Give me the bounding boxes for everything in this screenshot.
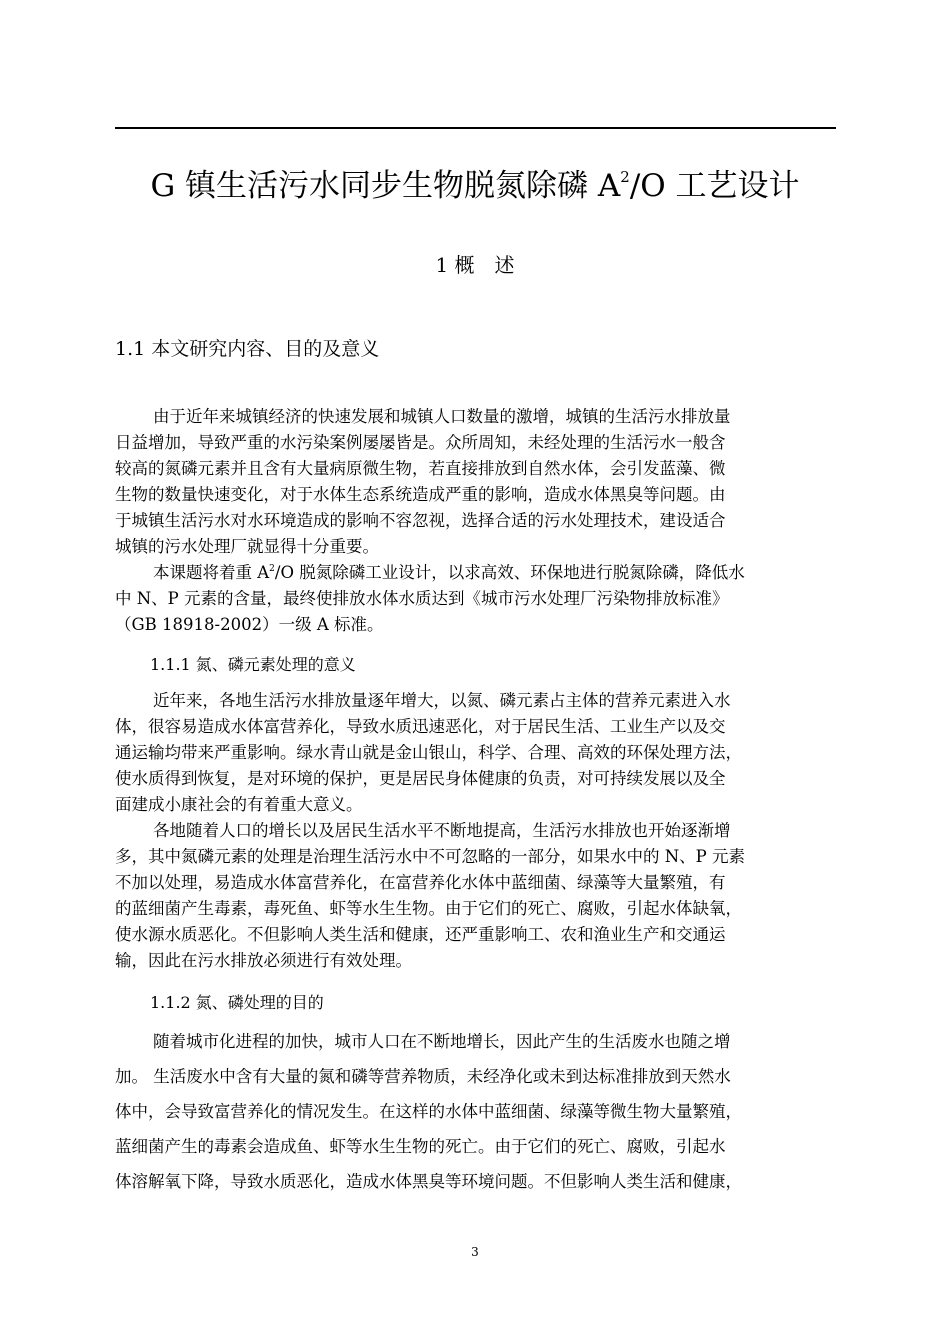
paragraph-text: 本课题将着重 A <box>153 563 270 582</box>
paragraph-line: 于城镇生活污水对水环境造成的影响不容忽视，选择合适的污水处理技术，建设适合 <box>115 511 726 530</box>
paragraph-significance <box>115 688 840 974</box>
superscript: 2 <box>269 564 275 574</box>
paragraph-line: 使水质得到恢复，是对环境的保护，更是居民身体健康的负责，对可持续发展以及全 <box>115 769 726 788</box>
paragraph-line: 体溶解氧下降，导致水质恶化，造成水体黑臭等环境问题。不但影响人类生活和健康， <box>115 1172 742 1191</box>
subsection-heading-1: 1.1.1 氮、磷元素处理的意义 <box>150 655 356 674</box>
paragraph-line: 通运输均带来严重影响。绿水青山就是金山银山，科学、合理、高效的环保处理方法， <box>115 743 742 762</box>
section-heading: 1.1 本文研究内容、目的及意义 <box>115 338 380 360</box>
paragraph-line: 生物的数量快速变化，对于水体生态系统造成严重的影响，造成水体黑臭等问题。由 <box>115 485 726 504</box>
page-number: 3 <box>471 1245 479 1259</box>
title-superscript: 2 <box>620 168 630 186</box>
paragraph-line: 蓝细菌产生的毒素会造成鱼、虾等水生生物的死亡。由于它们的死亡、腐败，引起水 <box>115 1137 726 1156</box>
title-text: G 镇生活污水同步生物脱氮除磷 A <box>150 168 621 204</box>
paragraph-line: 不加以处理，易造成水体富营养化，在富营养化水体中蓝细菌、绿藻等大量繁殖，有 <box>115 873 726 892</box>
paragraph-line: （GB 18918-2002）一级 A 标准。 <box>115 615 384 634</box>
paragraph-line: 使水源水质恶化。不但影响人类生活和健康，还严重影响工、农和渔业生产和交通运 <box>115 925 726 944</box>
paragraph-line: 体中，会导致富营养化的情况发生。在这样的水体中蓝细菌、绿藻等微生物大量繁殖， <box>115 1102 742 1121</box>
paragraph-line: 中 N、P 元素的含量，最终使排放水体水质达到《城市污水处理厂污染物排放标准》 <box>115 589 729 608</box>
paragraph-line: 加。 生活废水中含有大量的氮和磷等营养物质，未经净化或未到达标准排放到天然水 <box>115 1067 731 1086</box>
paragraph-line: 各地随着人口的增长以及居民生活水平不断地提高，生活污水排放也开始逐渐增 <box>153 821 731 840</box>
document-title <box>0 166 950 206</box>
paragraph-intro <box>115 404 840 638</box>
paragraph-line: 随着城市化进程的加快，城市人口在不断地增长，因此产生的生活废水也随之增 <box>153 1032 731 1051</box>
chapter-heading: 1 概 述 <box>435 253 515 277</box>
paragraph-text: /O 脱氮除磷工业设计，以求高效、环保地进行脱氮除磷，降低水 <box>274 563 745 582</box>
paragraph-line: 面建成小康社会的有着重大意义。 <box>115 795 363 814</box>
paragraph-purpose <box>115 1024 840 1199</box>
paragraph-line <box>115 560 840 586</box>
paragraph-line: 多，其中氮磷元素的处理是治理生活污水中不可忽略的一部分，如果水中的 N、P 元素 <box>115 847 746 866</box>
paragraph-line: 城镇的污水处理厂就显得十分重要。 <box>115 537 379 556</box>
header-rule <box>115 127 836 129</box>
paragraph-line: 较高的氮磷元素并且含有大量病原微生物，若直接排放到自然水体，会引发蓝藻、微 <box>115 459 726 478</box>
paragraph-line: 输，因此在污水排放必须进行有效处理。 <box>115 951 412 970</box>
paragraph-line: 日益增加，导致严重的水污染案例屡屡皆是。众所周知，未经处理的生活污水一般含 <box>115 433 726 452</box>
title-text-suffix: /O 工艺设计 <box>629 168 800 204</box>
paragraph-line: 体，很容易造成水体富营养化，导致水质迅速恶化，对于居民生活、工业生产以及交 <box>115 717 726 736</box>
paragraph-line: 由于近年来城镇经济的快速发展和城镇人口数量的激增，城镇的生活污水排放量 <box>153 407 731 426</box>
paragraph-line: 近年来，各地生活污水排放量逐年增大，以氮、磷元素占主体的营养元素进入水 <box>153 691 731 710</box>
paragraph-line: 的蓝细菌产生毒素，毒死鱼、虾等水生生物。由于它们的死亡、腐败，引起水体缺氧， <box>115 899 742 918</box>
subsection-heading-2: 1.1.2 氮、磷处理的目的 <box>150 993 324 1012</box>
